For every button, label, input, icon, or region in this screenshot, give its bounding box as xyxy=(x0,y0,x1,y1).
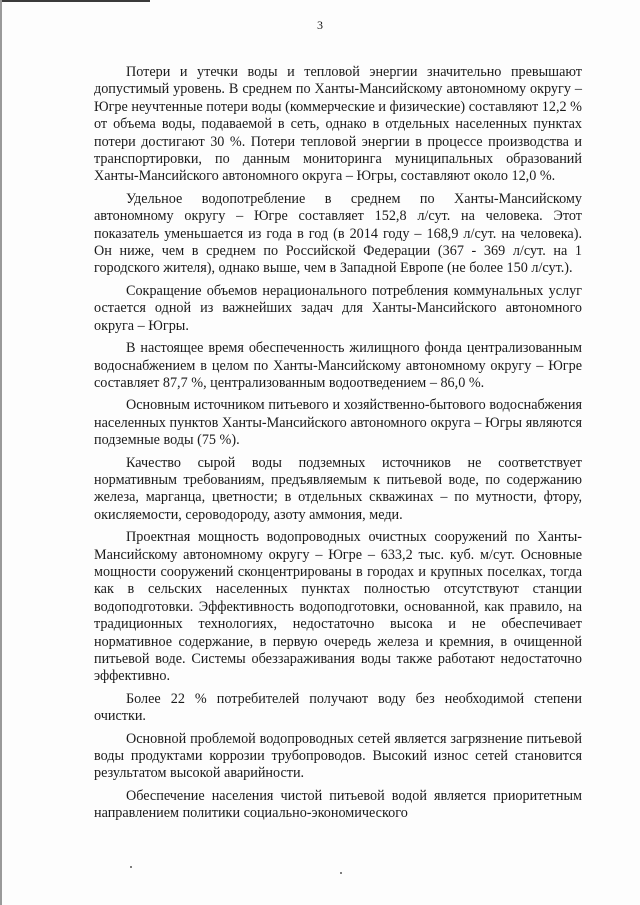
page-number: 3 xyxy=(317,18,323,32)
paragraph-raw-water-quality: Качество сырой воды подземных источников не соответствует нормативным требованиям, предъявляемым к питьевой воде, по содержанию железа, марганца, цветности; в отдельных скважинах – по мутности, фтору, окисляемости, сероводороду, азоту аммония, меди. xyxy=(94,454,582,523)
paragraph-water-heat-losses: Потери и утечки воды и тепловой энергии значительно превышают допустимый уровень. В среднем по Ханты-Мансийскому автономному округу – Югре неучтенные потери воды (коммерческие и физические) составляют 12,2 % от объема воды, подаваемой в сеть, однако в отдельных населенных пунктах потери достигают 30 %. Потери тепловой энергии в процессе производства и транспортировки, по данным мониторинга муниципальных образований Ханты-Мансийского автономного округа – Югры, составляют около 12,0 %. xyxy=(94,64,582,185)
scan-speck xyxy=(130,866,132,868)
scan-speck xyxy=(340,872,342,874)
paragraph-centralized-supply: В настоящее время обеспеченность жилищного фонда централизованным водоснабжением в целом по Ханты-Мансийскому автономному округу – Югре составляет 87,7 %, централизованным водоотведением – 86,0 %. xyxy=(94,340,582,391)
paragraph-consumption-reduction: Сокращение объемов нерационального потребления коммунальных услуг остается одной из важнейших задач для Ханты-Мансийского автономного округа – Югры. xyxy=(94,282,582,334)
body-text xyxy=(94,64,582,828)
paragraph-specific-water-consumption: Удельное водопотребление в среднем по Ханты-Мансийскому автономному округу – Югре составляет 152,8 л/сут. на человека. Этот показатель уменьшается из года в год (в 2014 году – 168,9 л/сут. на человека). Он ниже, чем в среднем по Российской Федерации (367 - 369 л/сут. на 1 городского жителя), однако выше, чем в Западной Европе (не более 150 л/сут.). xyxy=(94,190,582,277)
scan-edge-top xyxy=(0,0,150,2)
paragraph-water-sources: Основным источником питьевого и хозяйственно-бытового водоснабжения населенных пунктов Ханты-Мансийского автономного округа – Югры являются подземные воды (75 %). xyxy=(94,397,582,449)
paragraph-treatment-capacity: Проектная мощность водопроводных очистных сооружений по Ханты-Мансийскому автономному округу – Югре – 633,2 тыс. куб. м/сут. Основные мощности сооружений сконцентрированы в городах и крупных поселках, тогда как в сельских населенных пунктах полностью отсутствуют станции водоподготовки. Эффективность водоподготовки, основанной, как правило, на традиционных технологиях, недостаточно высока и не обеспечивает нормативное содержание, в первую очередь железа и кремния, в очищенной питьевой воде. Системы обеззараживания воды также работают недостаточно эффективно. xyxy=(94,529,582,685)
paragraph-clean-water-priority: Обеспечение населения чистой питьевой водой является приоритетным направлением политики социально-экономического xyxy=(94,787,582,822)
scan-edge-left xyxy=(0,0,2,905)
paragraph-network-problems: Основной проблемой водопроводных сетей является загрязнение питьевой воды продуктами коррозии трубопроводов. Высокий износ сетей становится результатом высокой аварийности. xyxy=(94,730,582,782)
paragraph-untreated-consumers: Более 22 % потребителей получают воду без необходимой степени очистки. xyxy=(94,690,582,725)
